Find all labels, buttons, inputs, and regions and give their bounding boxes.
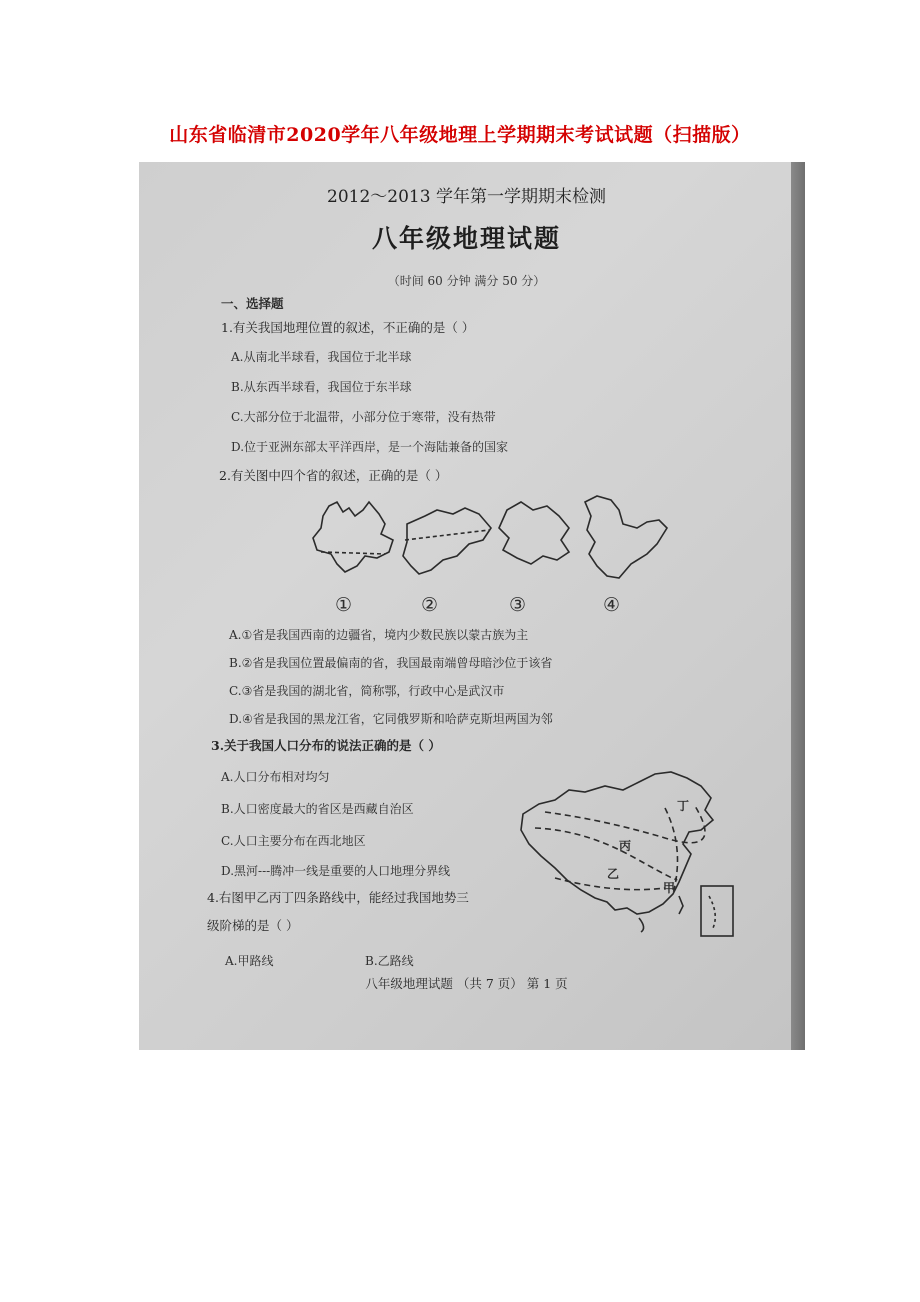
south-sea-inset-box xyxy=(701,886,733,936)
section-heading: 一、选择题 xyxy=(221,296,284,311)
question-3-option-c: C.人口主要分布在西北地区 xyxy=(221,834,366,848)
figure-label-1: ① xyxy=(335,594,353,616)
question-4-option-a: A.甲路线 xyxy=(225,954,274,968)
map-label-bing: 丙 xyxy=(619,839,632,853)
question-2-stem: 2.有关图中四个省的叙述，正确的是（ ） xyxy=(219,468,448,483)
question-1-option-c: C.大部分位于北温带，小部分位于寒带，没有热带 xyxy=(231,410,496,424)
province-1-outline xyxy=(313,502,393,572)
question-3-option-b: B.人口密度最大的省区是西藏自治区 xyxy=(221,802,414,816)
question-1-option-b: B.从东西半球看，我国位于东半球 xyxy=(231,380,412,394)
figure-number-row xyxy=(319,594,639,618)
figure-label-2: ② xyxy=(421,594,439,616)
document-title: 山东省临清市2020学年八年级地理上学期期末考试试题（扫描版） xyxy=(169,124,751,146)
exam-paper xyxy=(139,162,794,1050)
exam-meta: （时间 60 分钟 满分 50 分） xyxy=(387,274,546,288)
question-1-option-a: A.从南北半球看，我国位于北半球 xyxy=(231,350,412,364)
exam-title: 八年级地理试题 xyxy=(371,224,561,253)
province-4-outline xyxy=(585,496,667,578)
figure-label-4: ④ xyxy=(603,594,621,616)
map-label-yi: 乙 xyxy=(607,867,620,881)
question-1-stem: 1.有关我国地理位置的叙述，不正确的是（ ） xyxy=(221,320,475,335)
page-edge-shadow xyxy=(791,162,805,1050)
province-2-outline xyxy=(403,508,491,574)
question-2-option-c: C.③省是我国的湖北省，简称鄂，行政中心是武汉市 xyxy=(229,684,505,698)
exam-footer: 八年级地理试题 （共 7 页） 第 1 页 xyxy=(365,976,568,991)
taiwan-island xyxy=(679,896,683,914)
province-3-outline xyxy=(499,502,569,564)
map-label-ding: 丁 xyxy=(677,799,690,813)
question-4-stem-line-1: 4.右图甲乙丙丁四条路线中，能经过我国地势三 xyxy=(207,890,469,905)
exam-header: 2012～2013 学年第一学期期末检测 xyxy=(327,187,606,207)
figure-label-3: ③ xyxy=(509,594,527,616)
question-2-option-b: B.②省是我国位置最偏南的省，我国最南端曾母暗沙位于该省 xyxy=(229,656,553,670)
question-2-option-d: D.④省是我国的黑龙江省，它同俄罗斯和哈萨克斯坦两国为邻 xyxy=(229,712,553,726)
province-outlines-figure xyxy=(307,494,672,594)
question-3-option-d: D.黑河---腾冲一线是重要的人口地理分界线 xyxy=(221,864,451,878)
china-map-figure xyxy=(515,768,745,948)
question-3-stem: 3.关于我国人口分布的说法正确的是（ ） xyxy=(211,738,441,753)
map-label-jia: 甲 xyxy=(663,881,676,895)
question-1-option-d: D.位于亚洲东部太平洋西岸，是一个海陆兼备的国家 xyxy=(231,440,509,454)
question-3-option-a: A.人口分布相对均匀 xyxy=(221,770,330,784)
scanned-exam-photo xyxy=(139,162,805,1050)
question-2-option-a: A.①省是我国西南的边疆省，境内少数民族以蒙古族为主 xyxy=(229,628,529,642)
question-4-stem-line-2: 级阶梯的是（ ） xyxy=(207,918,299,933)
question-4-option-b: B.乙路线 xyxy=(365,954,414,968)
hainan-island xyxy=(639,918,644,932)
